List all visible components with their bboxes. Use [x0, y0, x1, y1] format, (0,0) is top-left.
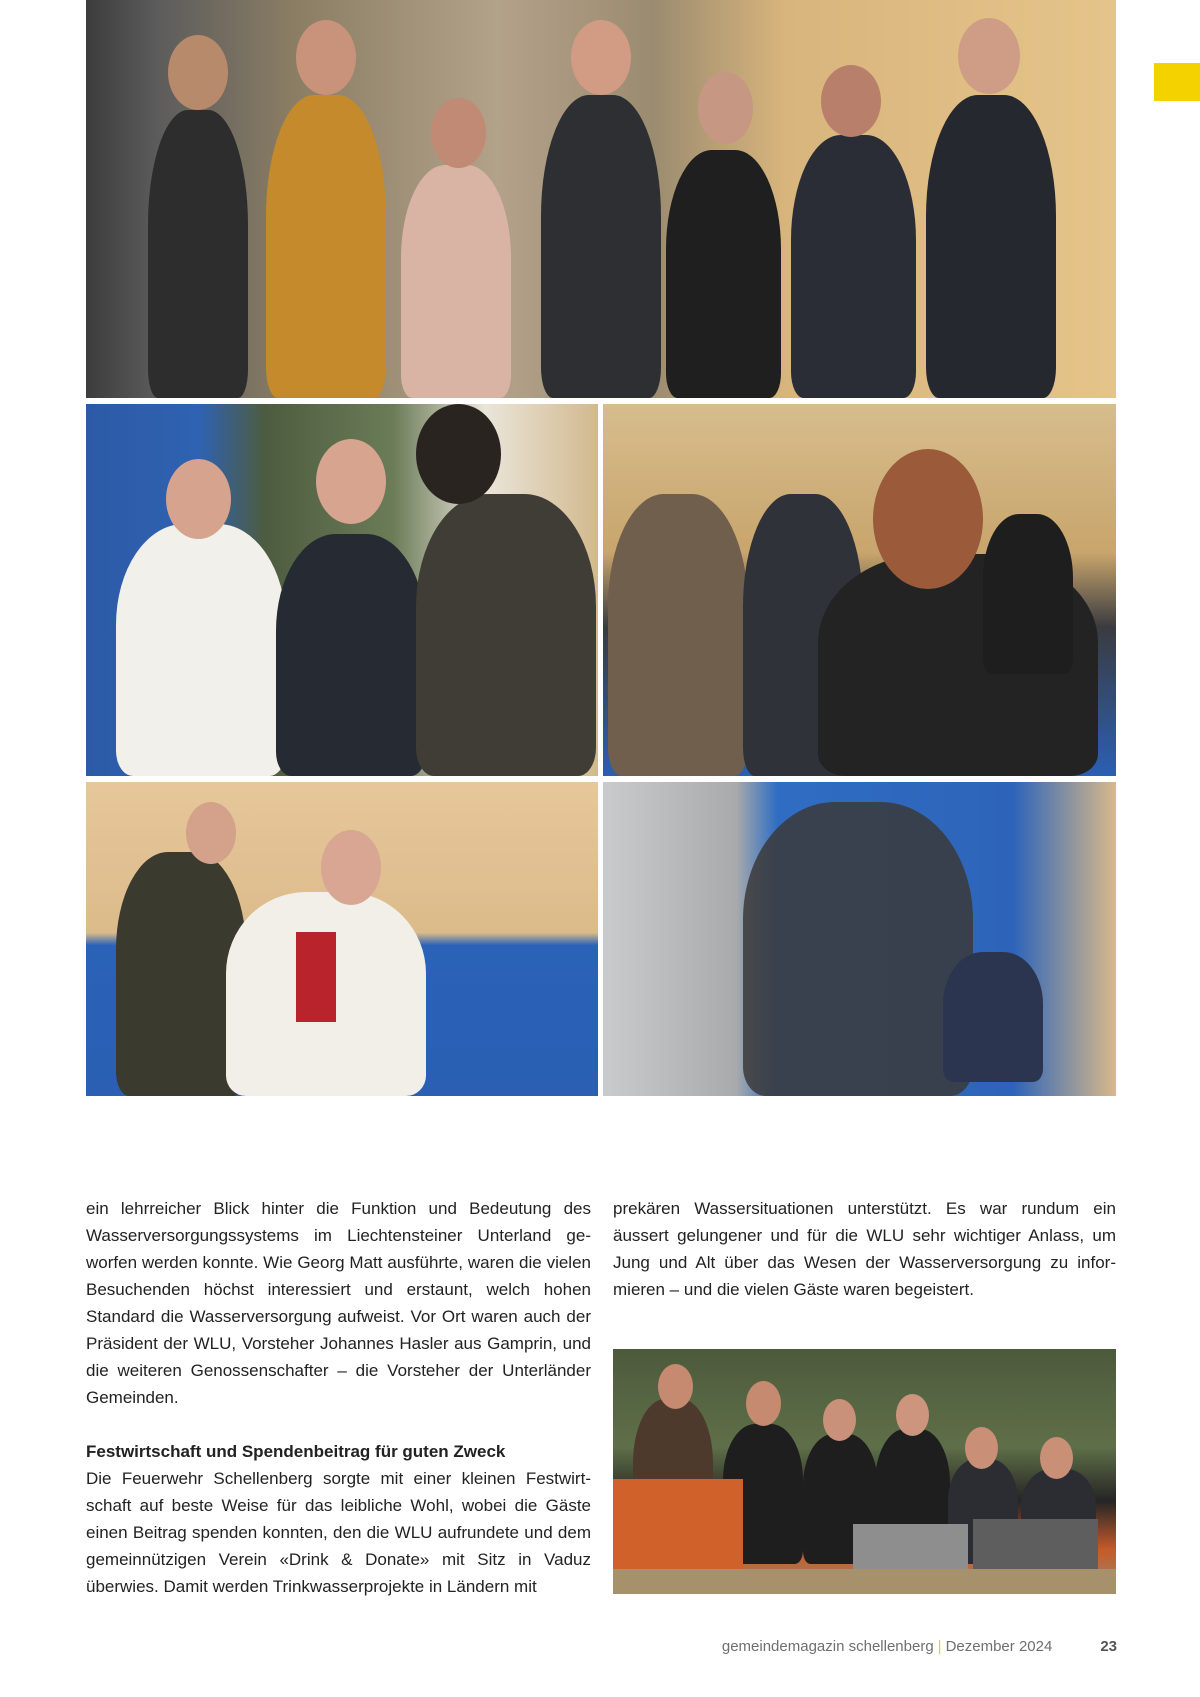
photo-fire-brigade — [613, 1349, 1116, 1594]
person-figure — [926, 95, 1056, 398]
person-head — [896, 1394, 929, 1436]
person-figure — [266, 95, 386, 398]
person-head — [746, 1381, 781, 1426]
person-head — [698, 72, 753, 144]
photo-reservoir-interior — [603, 782, 1116, 1096]
person-figure — [416, 494, 596, 776]
photo-group — [86, 0, 1116, 398]
crowd — [743, 802, 973, 1096]
article-column-left — [86, 1195, 591, 1600]
person-head — [873, 449, 983, 589]
stole-emblem — [296, 932, 336, 1022]
article-paragraph: ein lehrreicher Blick hinter die Funktion und Bedeutung des Wasserversorgungssystems im Liechtensteiner Unterland geworfen werden konnte. Wie Georg Matt ausführte, waren die vielen Besuchenden höchst interessiert und erstaunt, welch hohen Standard die Wasserversorgung aufweist. Vor Ort waren auch der Präsident der WLU, Vorsteher Johannes Hasler aus Gamprin, und die weiteren Genossenschafter – die Vorsteher der Unterländer Gemeinden. — [86, 1199, 591, 1407]
person-head — [1040, 1437, 1073, 1479]
person-head — [823, 1399, 856, 1441]
person-head — [821, 65, 881, 137]
person-head — [965, 1427, 998, 1469]
magazine-name: gemeindemagazin schellenberg — [721, 1638, 934, 1655]
person-head — [166, 459, 231, 539]
person-figure — [791, 135, 916, 398]
page-number: 23 — [1100, 1638, 1117, 1655]
person-head — [321, 830, 381, 905]
person-head — [186, 802, 236, 864]
issue-date: Dezember 2024 — [945, 1638, 1053, 1655]
person-head — [658, 1364, 693, 1409]
person-head — [416, 404, 501, 504]
person-head — [316, 439, 386, 524]
table — [613, 1569, 1116, 1594]
page-footer — [722, 1638, 1117, 1655]
photo-priest-conversation — [86, 404, 598, 776]
photo-guided-tour — [603, 404, 1116, 776]
person-figure — [666, 150, 781, 398]
person-figure — [541, 95, 661, 398]
crates — [613, 1479, 743, 1569]
children-group — [943, 952, 1043, 1082]
grill — [853, 1524, 968, 1569]
person-head — [296, 20, 356, 95]
person-figure — [983, 514, 1073, 674]
person-head — [571, 20, 631, 95]
article-paragraph: prekären Wassersituationen unterstützt. Es war rundum ein äussert gelungener und für die WLU sehr wichtiger Anlass, um Jung und Alt über das Wesen der Wasserversorgung zu informieren – und die vielen Gäste waren begeistert. — [613, 1199, 1116, 1299]
article-column-right — [613, 1195, 1116, 1303]
article-paragraph: Die Feuerwehr Schellenberg sorgte mit einer kleinen Festwirtschaft auf beste Weise für das leibliche Wohl, wobei die Gäste einen Beitrag spenden konnten, den die WLU aufrundete und dem gemeinnützigen Verein «Drink & Donate» mit Sitz in Vaduz überwies. Damit werden Trinkwasserprojekte in Ländern mit — [86, 1469, 591, 1596]
person-head — [431, 98, 486, 168]
section-heading: Festwirtschaft und Spendenbeitrag für guten Zweck — [86, 1442, 506, 1461]
person-figure — [148, 110, 248, 398]
person-head — [958, 18, 1020, 94]
photo-blessing — [86, 782, 598, 1096]
person-head — [168, 35, 228, 110]
footer-separator: | — [937, 1638, 942, 1655]
person-figure — [276, 534, 426, 776]
grill — [973, 1519, 1098, 1569]
person-figure — [401, 165, 511, 398]
person-figure — [116, 524, 286, 776]
section-color-tab — [1154, 63, 1200, 101]
person-figure — [608, 494, 748, 776]
